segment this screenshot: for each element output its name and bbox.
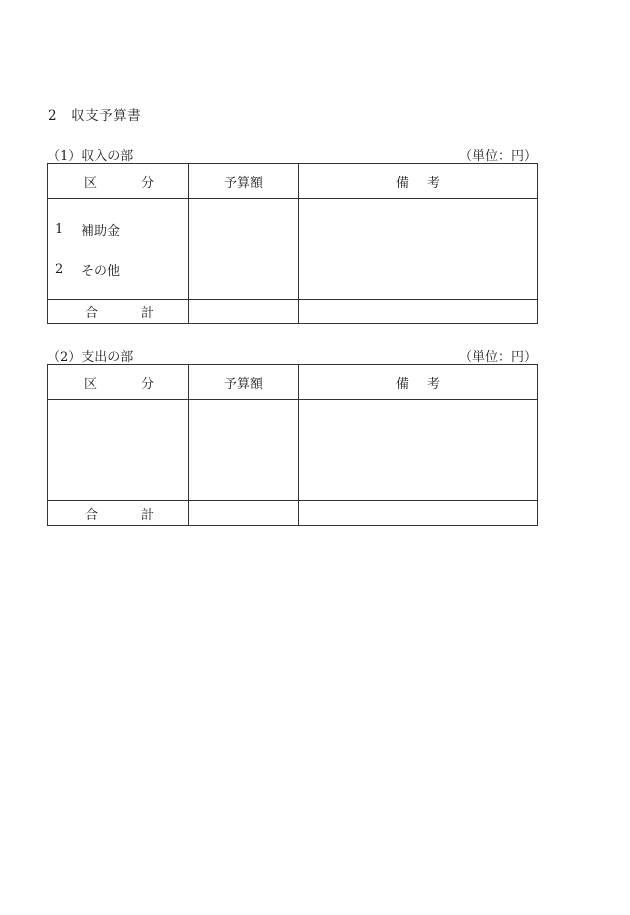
expense-total-amount-cell[interactable]	[189, 501, 299, 526]
income-body-row	[48, 199, 538, 300]
expense-total-remarks-cell[interactable]	[299, 501, 538, 526]
expense-items-cell[interactable]	[48, 400, 189, 501]
expense-total-row	[48, 501, 538, 526]
income-amount-cell[interactable]	[189, 199, 299, 300]
expense-header-amount: 予算額	[189, 365, 299, 400]
expense-caption: （2）支出の部	[47, 350, 134, 365]
expense-header-remarks: 備 考	[299, 365, 538, 400]
income-header-remarks: 備 考	[299, 164, 538, 199]
income-caption: （1）収入の部	[47, 149, 134, 164]
income-item: 2 その他	[55, 261, 121, 279]
income-header-amount: 予算額	[189, 164, 299, 199]
income-unit: （単位：円）	[458, 149, 537, 164]
expense-total-label: 合 計	[48, 501, 189, 526]
document-title: 2 収支予算書	[48, 108, 142, 124]
income-items-cell	[48, 199, 189, 300]
income-total-label: 合 計	[48, 300, 189, 324]
income-total-amount-cell[interactable]	[189, 300, 299, 324]
income-header-category: 区 分	[48, 164, 189, 199]
income-total-remarks-cell[interactable]	[299, 300, 538, 324]
income-remarks-cell[interactable]	[299, 199, 538, 300]
expense-amount-cell[interactable]	[189, 400, 299, 501]
expense-header-row	[48, 365, 538, 400]
expense-table	[47, 364, 538, 526]
expense-header-category: 区 分	[48, 365, 189, 400]
income-table	[47, 163, 538, 324]
expense-unit: （単位：円）	[458, 350, 537, 365]
income-item: 1 補助金	[55, 221, 121, 239]
expense-remarks-cell[interactable]	[299, 400, 538, 501]
income-header-row	[48, 164, 538, 199]
expense-body-row	[48, 400, 538, 501]
income-total-row	[48, 300, 538, 324]
